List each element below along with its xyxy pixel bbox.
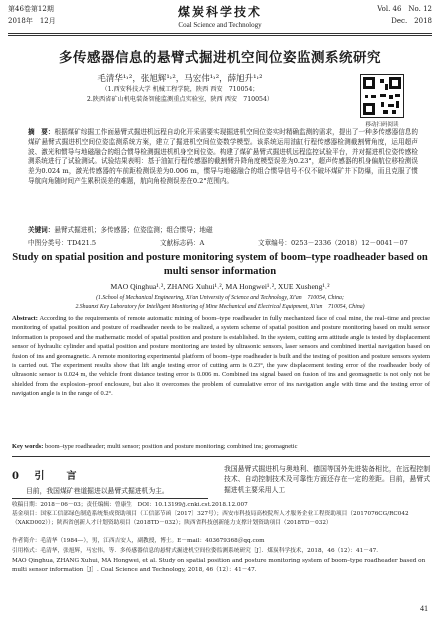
intro-left-column: 目前，我国煤矿巷道掘进以悬臂式掘进机为主。 <box>26 487 169 495</box>
date-en: Dec. 2018 <box>391 17 432 25</box>
paper-title-cn: 多传感器信息的悬臂式掘进机空间位姿监测系统研究 <box>59 50 381 66</box>
keywords-en <box>12 442 430 451</box>
keywords-cn-text: 悬臂式掘进机；多传感器；位姿监测；组合惯导；地磁 <box>54 226 213 234</box>
abstract-cn-label: 摘 要： <box>28 128 55 136</box>
page-number: 41 <box>420 604 428 613</box>
header-rule-secondary <box>8 35 432 36</box>
section-number: 0 <box>12 471 25 482</box>
footnote-citation-cn: 引用格式：毛清华，张旭辉，马宏伟，等．多传感器信息的悬臂式掘进机空间位姿监测系统研究［J］．煤炭科学技术，2018，46（12）：41－47． <box>12 548 382 554</box>
section-heading <box>12 467 82 482</box>
header-rule <box>8 33 432 34</box>
footnote-received: 收稿日期：2018－06－03；责任编辑：曾康生 DOI：10.13199/j.cnki.cst.2018.12.007 <box>12 502 248 508</box>
volume-issue-cn: 第46卷第12期 <box>8 5 54 13</box>
date-cn: 2018年 12月 <box>8 17 56 25</box>
affiliation-cn-1: （1.西安科技大学 机械工程学院，陕西 西安 710054； <box>101 86 259 93</box>
footnote-funding: 基金项目：国家工信部绿色制造系统集成资助项目（工信部节函〔2017〕327号）；西安市科技局高校院所人才服务企业工程资助项目（2017076CG/RC042（XAKD002））；陕西省创新人才计划资助项目（2018TD－032）；陕西省科技创新能力支撑计划资助项目（2018TD－032） <box>12 511 409 526</box>
keywords-cn <box>28 226 418 236</box>
abstract-en-label: Abstract: <box>12 315 38 322</box>
journal-name-cn: 煤炭科学技术 <box>177 5 262 19</box>
document-code: 文献标志码：A <box>160 239 205 247</box>
volume-issue-en: Vol. 46 No. 12 <box>377 5 432 13</box>
paper-title-en: Study on spatial position and posture monitoring system of boom–type roadheader based on multi sensor information <box>12 252 428 277</box>
affiliation-en-1: (1.School of Mechanical Engineering, Xi'an University of Science and Technology, Xi'an 710054, China; <box>96 295 344 301</box>
abstract-cn-text: 根据煤矿综掘工作面悬臂式掘进机远程自动化开采需要实现掘进机空间位姿实时精确监测的需求，提出了一种多传感器信息的煤矿悬臂式掘进机空间位姿监测系统方案，建立了掘进机空间位姿数学模型。该系统运用油缸行程传感器检测截割臂角度，运用超声波、激光和惯导与地磁融合的组合惯导检测掘进机机身空间位姿。构建了煤矿悬臂式掘进机远程监控试验平台，并对掘进机位姿传感检测系统进行了试验测试。试验结果表明：基于油缸行程传感器的截割臂升降角度模型误差为0.23°，超声传感器的机身偏航位移检测误差为0.024 m，激光传感器的车前距检测误差为0.006 m，惯导与地磁融合的组合惯导信号不仅不破坏煤矿井下防爆，而且克服了惯导航向角随时间产生累积误差的难题，航向角检测误差在0.2°范围内。 <box>28 128 419 185</box>
abstract-en <box>12 314 430 399</box>
journal-name-en: Coal Science and Technology <box>178 21 262 29</box>
abstract-cn <box>28 128 418 187</box>
keywords-en-text: boom–type roadheader; multi sensor; position and posture monitoring; combined ins; geomagnetic <box>45 443 298 450</box>
clc-number: 中图分类号：TD421.5 <box>28 239 97 247</box>
qr-code-icon[interactable] <box>360 74 404 118</box>
footnote-rule <box>12 498 208 499</box>
intro-right-column: 我国悬臂式掘进机与奥地利、德国等国外先进装备相比，在远程控制技术、自动控制技术及可靠性方面还存在一定的差距。目前，悬臂式掘进机主要采用人工 <box>224 465 430 494</box>
affiliation-en-2: 2.Shaanxi Key Laboratory for Intelligent Monitoring of Mine Mechanical and Electrical Equipment, Xi'an 710054, China) <box>75 304 365 310</box>
running-header <box>0 0 440 40</box>
keywords-en-label: Key words: <box>12 443 44 450</box>
keywords-cn-label: 关键词： <box>28 226 55 234</box>
affiliation-cn-2: 2.陕西省矿山机电装备智能监测重点实验室，陕西 西安 710054） <box>86 96 274 103</box>
section-title: 引 言 <box>34 471 83 482</box>
authors-cn: 毛清华¹˒²，张旭辉¹˒²，马宏伟¹˒²，薛旭升¹˒² <box>97 74 263 84</box>
article-number: 文章编号：0253－2336（2018）12－0041－07 <box>258 239 408 247</box>
abstract-rule <box>12 456 430 457</box>
authors-en: MAO Qinghua¹˒², ZHANG Xuhui¹˒², MA Hongwei¹˒², XUE Xusheng¹˒² <box>110 282 330 291</box>
footnote-author: 作者简介：毛清华（1984—），男，江西吉安人，副教授，博士。E－mail：403679368＠qq.com <box>12 538 265 544</box>
footnote-citation-en: MAO Qinghua, ZHANG Xuhui, MA Hongwei, et al. Study on spatial position and posture monitoring system of boom–type roadheader based on multi sensor information［J］. Coal Science and Technology, 2018, 46（12）：41－47. <box>12 558 426 573</box>
qr-caption: 移动扫码阅读 <box>365 122 399 128</box>
abstract-en-text: According to the requirements of remote automatic mining of boom–type roadheader in fully mechanized face of coal mine, the real–time and precise monitoring of spatial position and posture of roadheader needs to be realized, a system scheme of spatial position and posture monitoring based on multi sensor information is proposed and the mathematic model of spatial position and posture is established. In the system, cutting arm attitude angle is tested by displacement sensor of hydraulic cylinder and spatial position and posture monitoring are tested by ultrasonic sensors, laser sensors and combined inertial navigation based on fusion of ins and geomagnetic. A remote monitoring experimental platform of boom–type roadheader is built and the testing of position and posture sensors system is carried out. The experiment results show that lift angle testing error of cutting arm is 0.23°, the yaw displacement testing error of the roadheader body of ultrasonic sensor is 0.024 m, the vehicle front distance testing error is 0.006 m. Combined ins signal based on fusion of ins and geomagnetic is not only not be shielded from the explosion–proof enclosure, but also it overcomes the problem of cumulative error of ins navigation angle with time and the testing error of navigation angle is in the range of 0.2°. <box>12 315 430 398</box>
